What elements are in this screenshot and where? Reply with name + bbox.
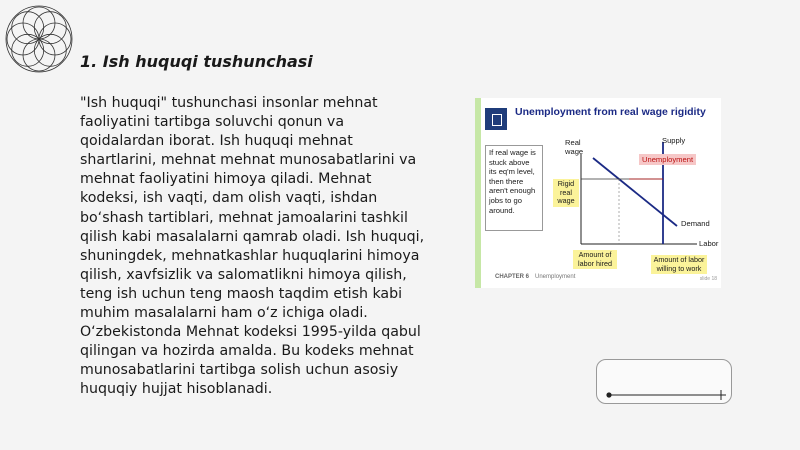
unemployment-label: Unemployment [639, 154, 696, 165]
textbook-figure [475, 98, 721, 288]
labor-willing-label: Amount of labor willing to work [651, 255, 707, 274]
figure-note: If real wage is stuck above its eq'm level, then there aren't enough jobs to go around. [485, 145, 543, 231]
demand-label: Demand [681, 219, 710, 228]
media-slider-widget[interactable] [596, 359, 732, 404]
x-axis-label: Labor [699, 239, 719, 248]
labor-hired-label: Amount of labor hired [573, 250, 617, 269]
rigid-wage-label: Rigid real wage [553, 179, 579, 207]
body-paragraph: "Ish huquqi" tushunchasi insonlar mehnat faoliyatini tartibga soluvchi qonun va qoidalardan iborat. Ish huquqi mehnat shartlarini, mehnat mehnat munosabatlarini va mehnat faoliyatini himoya qiladi. Mehnat kodeksi, ish vaqti, dam olish vaqti, ishdan bo‘shash tartiblari, mehnat jamoalarini tashkil qilish kabi masalalarni qamrab oladi. Ish huquqi, shuningdek, mehnatkashlar huquqlarini himoya qilish, xavfsizlik va salomatlikni himoya qilish, teng ish uchun teng maosh taqdim etish kabi muhim masalalarni ham o‘z ichiga oladi. O‘zbekistonda Mehnat kodeksi 1995-yilda qabul qilingan va hozirda amalda. Bu kodeks mehnat munosabatlarini tartibga solish uchun asosiy huquqiy hujjat hisoblanadi. [80, 95, 425, 398]
chapter-name: Unemployment [535, 274, 576, 280]
figure-title: Unemployment from real wage rigidity [515, 106, 706, 118]
geometric-flower-logo [4, 4, 74, 74]
figure-page-mark: slide 18 [699, 276, 717, 282]
supply-label: Supply [662, 136, 686, 145]
slider-start-dot [606, 392, 611, 397]
demand-curve [593, 158, 677, 226]
slide-title: 1. Ish huquqi tushunchasi [80, 52, 313, 71]
figure-footer [495, 274, 575, 280]
chapter-number: CHAPTER 6 [495, 274, 530, 280]
y-axis-label: Real wage [565, 138, 584, 156]
